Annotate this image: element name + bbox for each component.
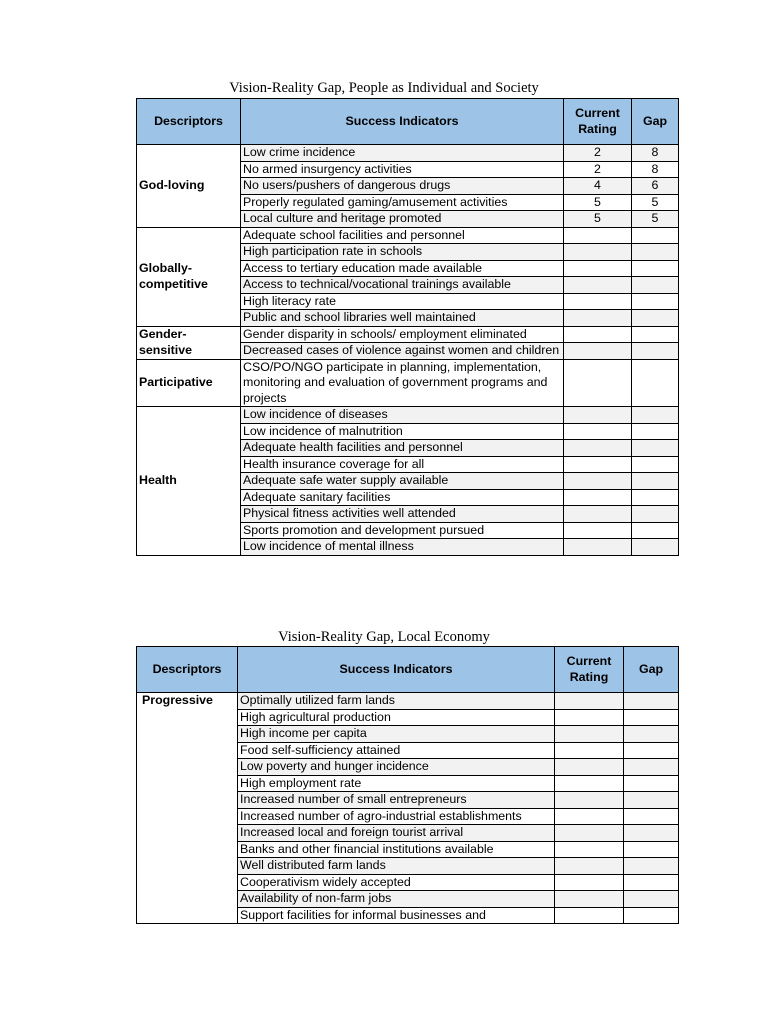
gap-cell: 8 bbox=[632, 161, 679, 178]
indicator-cell: Increased local and foreign tourist arrival bbox=[238, 825, 555, 842]
indicator-cell: Adequate school facilities and personnel bbox=[241, 227, 564, 244]
descriptor-cell: Health bbox=[137, 407, 241, 556]
gap-cell bbox=[632, 326, 679, 343]
rating-cell bbox=[555, 693, 624, 710]
gap-cell bbox=[632, 539, 679, 556]
indicator-cell: No armed insurgency activities bbox=[241, 161, 564, 178]
indicator-cell: Properly regulated gaming/amusement activities bbox=[241, 194, 564, 211]
gap-cell bbox=[632, 506, 679, 523]
gap-cell bbox=[624, 874, 679, 891]
gap-cell bbox=[632, 244, 679, 261]
indicator-cell: Low incidence of malnutrition bbox=[241, 423, 564, 440]
gap-cell bbox=[632, 407, 679, 424]
gap-cell bbox=[624, 858, 679, 875]
rating-cell bbox=[564, 489, 632, 506]
indicator-cell: High employment rate bbox=[238, 775, 555, 792]
rating-cell bbox=[555, 709, 624, 726]
descriptor-cell: Participative bbox=[137, 359, 241, 407]
rating-cell bbox=[555, 891, 624, 908]
indicator-cell: Local culture and heritage promoted bbox=[241, 211, 564, 228]
indicator-cell: Public and school libraries well maintained bbox=[241, 310, 564, 327]
indicator-cell: Low crime incidence bbox=[241, 145, 564, 162]
table2-title: Vision-Reality Gap, Local Economy bbox=[278, 629, 490, 645]
indicator-cell: Optimally utilized farm lands bbox=[238, 693, 555, 710]
indicator-cell: Health insurance coverage for all bbox=[241, 456, 564, 473]
rating-cell bbox=[555, 841, 624, 858]
rating-cell: 2 bbox=[564, 161, 632, 178]
indicator-cell: Low poverty and hunger incidence bbox=[238, 759, 555, 776]
gap-cell bbox=[632, 227, 679, 244]
descriptors-header: Descriptors bbox=[137, 647, 238, 693]
rating-cell bbox=[555, 808, 624, 825]
table-row bbox=[137, 326, 679, 343]
gap-cell bbox=[624, 891, 679, 908]
gap-cell bbox=[632, 359, 679, 407]
table-row bbox=[137, 407, 679, 424]
indicator-cell: High agricultural production bbox=[238, 709, 555, 726]
rating-cell bbox=[555, 742, 624, 759]
gap-cell bbox=[624, 775, 679, 792]
gap-cell bbox=[632, 456, 679, 473]
gap-header: Gap bbox=[632, 99, 679, 145]
descriptor-cell: Globally-competitive bbox=[137, 227, 241, 326]
rating-cell bbox=[564, 260, 632, 277]
indicator-cell: Increased number of small entrepreneurs bbox=[238, 792, 555, 809]
descriptors-header: Descriptors bbox=[137, 99, 241, 145]
indicator-cell: Cooperativism widely accepted bbox=[238, 874, 555, 891]
rating-cell bbox=[564, 310, 632, 327]
rating-cell bbox=[555, 907, 624, 924]
indicator-cell: CSO/PO/NGO participate in planning, implementation, monitoring and evaluation of government programs and projects bbox=[241, 359, 564, 407]
indicator-cell: Increased number of agro-industrial establishments bbox=[238, 808, 555, 825]
rating-cell: 5 bbox=[564, 211, 632, 228]
indicator-cell: No users/pushers of dangerous drugs bbox=[241, 178, 564, 195]
gap-cell bbox=[624, 693, 679, 710]
indicator-cell: Low incidence of diseases bbox=[241, 407, 564, 424]
indicator-cell: High literacy rate bbox=[241, 293, 564, 310]
gap-cell bbox=[632, 260, 679, 277]
indicator-cell: Food self-sufficiency attained bbox=[238, 742, 555, 759]
success-indicators-header: Success Indicators bbox=[241, 99, 564, 145]
rating-cell bbox=[564, 456, 632, 473]
indicator-cell: Banks and other financial institutions available bbox=[238, 841, 555, 858]
table-row bbox=[137, 693, 679, 710]
economy-gap-table bbox=[136, 646, 679, 924]
gap-cell bbox=[624, 907, 679, 924]
rating-cell bbox=[564, 440, 632, 457]
indicator-cell: Adequate safe water supply available bbox=[241, 473, 564, 490]
rating-cell: 5 bbox=[564, 194, 632, 211]
indicator-cell: Physical fitness activities well attended bbox=[241, 506, 564, 523]
gap-cell bbox=[624, 825, 679, 842]
rating-cell bbox=[564, 277, 632, 294]
indicator-cell: Low incidence of mental illness bbox=[241, 539, 564, 556]
rating-cell bbox=[555, 775, 624, 792]
rating-cell bbox=[555, 858, 624, 875]
indicator-cell: Adequate health facilities and personnel bbox=[241, 440, 564, 457]
rating-cell bbox=[564, 244, 632, 261]
rating-cell bbox=[564, 506, 632, 523]
gap-cell bbox=[632, 489, 679, 506]
gap-cell bbox=[632, 293, 679, 310]
gap-header: Gap bbox=[624, 647, 679, 693]
indicator-cell: Adequate sanitary facilities bbox=[241, 489, 564, 506]
gap-cell bbox=[632, 423, 679, 440]
rating-cell bbox=[555, 874, 624, 891]
indicator-cell: Access to tertiary education made available bbox=[241, 260, 564, 277]
gap-cell bbox=[624, 808, 679, 825]
indicator-cell: Access to technical/vocational trainings available bbox=[241, 277, 564, 294]
rating-cell bbox=[564, 423, 632, 440]
gap-cell: 5 bbox=[632, 194, 679, 211]
gap-cell bbox=[624, 709, 679, 726]
table-row bbox=[137, 227, 679, 244]
current-rating-header: Current Rating bbox=[555, 647, 624, 693]
rating-cell bbox=[564, 359, 632, 407]
gap-cell: 6 bbox=[632, 178, 679, 195]
indicator-cell: High income per capita bbox=[238, 726, 555, 743]
gap-cell bbox=[624, 742, 679, 759]
people-gap-table bbox=[136, 98, 679, 556]
gap-cell bbox=[632, 440, 679, 457]
gap-cell bbox=[624, 759, 679, 776]
rating-cell bbox=[564, 227, 632, 244]
gap-cell: 5 bbox=[632, 211, 679, 228]
rating-cell bbox=[564, 343, 632, 360]
rating-cell bbox=[555, 792, 624, 809]
rating-cell: 2 bbox=[564, 145, 632, 162]
rating-cell bbox=[555, 825, 624, 842]
indicator-cell: Support facilities for informal businesses and bbox=[238, 907, 555, 924]
rating-cell bbox=[564, 473, 632, 490]
indicator-cell: Availability of non-farm jobs bbox=[238, 891, 555, 908]
rating-cell bbox=[555, 726, 624, 743]
rating-cell bbox=[564, 407, 632, 424]
gap-cell bbox=[624, 792, 679, 809]
rating-cell bbox=[564, 522, 632, 539]
indicator-cell: Decreased cases of violence against women and children bbox=[241, 343, 564, 360]
gap-cell bbox=[632, 522, 679, 539]
descriptor-cell: Gender-sensitive bbox=[137, 326, 241, 359]
rating-cell bbox=[564, 293, 632, 310]
gap-cell bbox=[632, 310, 679, 327]
rating-cell bbox=[564, 326, 632, 343]
descriptor-cell: Progressive bbox=[137, 693, 238, 924]
indicator-cell: Gender disparity in schools/ employment eliminated bbox=[241, 326, 564, 343]
rating-cell bbox=[564, 539, 632, 556]
gap-cell bbox=[632, 473, 679, 490]
table-row bbox=[137, 145, 679, 162]
descriptor-cell: God-loving bbox=[137, 145, 241, 228]
table1-title: Vision-Reality Gap, People as Individual and Society bbox=[229, 80, 539, 96]
gap-cell: 8 bbox=[632, 145, 679, 162]
rating-cell: 4 bbox=[564, 178, 632, 195]
indicator-cell: Sports promotion and development pursued bbox=[241, 522, 564, 539]
gap-cell bbox=[632, 343, 679, 360]
rating-cell bbox=[555, 759, 624, 776]
indicator-cell: High participation rate in schools bbox=[241, 244, 564, 261]
current-rating-header: Current Rating bbox=[564, 99, 632, 145]
indicator-cell: Well distributed farm lands bbox=[238, 858, 555, 875]
gap-cell bbox=[632, 277, 679, 294]
table-row bbox=[137, 359, 679, 407]
gap-cell bbox=[624, 726, 679, 743]
gap-cell bbox=[624, 841, 679, 858]
success-indicators-header: Success Indicators bbox=[238, 647, 555, 693]
